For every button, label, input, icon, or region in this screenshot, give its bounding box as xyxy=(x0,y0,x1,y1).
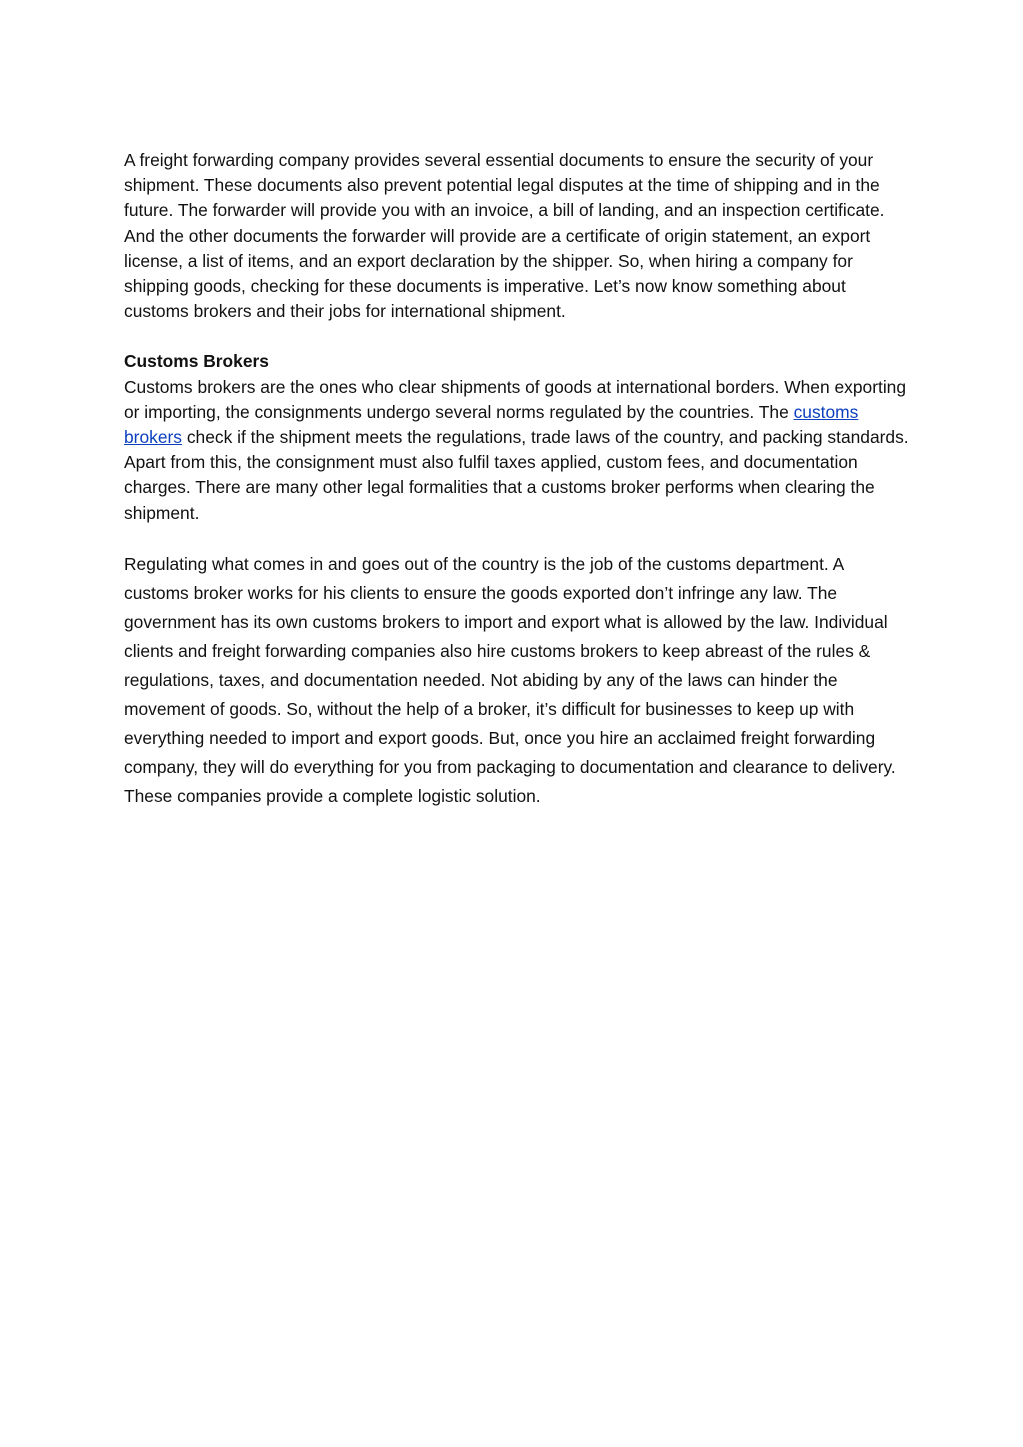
customs-brokers-paragraph xyxy=(124,375,909,526)
customs-brokers-link[interactable]: customs brokers xyxy=(124,401,859,448)
intro-paragraph: A freight forwarding company provides several essential documents to ensure the security of your shipment. These documents also prevent potential legal disputes at the time of shipping and in the future. The forwarder will provide you with an invoice, a bill of landing, and an inspection certificate. And the other documents the forwarder will provide are a certificate of origin statement, an export license, a list of items, and an export declaration by the shipper. So, when hiring a company for shipping goods, checking for these documents is imperative. Let’s now know something about customs brokers and their jobs for international shipment. xyxy=(124,150,885,322)
paragraph-text-before-link: Customs brokers are the ones who clear shipments of goods at international borders. When exporting or importing, the consignments undergo several norms regulated by the countries. The xyxy=(124,376,907,422)
section-heading: Customs Brokers xyxy=(124,351,269,372)
paragraph-text-after-link: check if the shipment meets the regulations, trade laws of the country, and packing standards. Apart from this, the consignment must also fulfil taxes applied, custom fees, and documentation charges. There are many other legal formalities that a customs broker performs when clearing the shipment. xyxy=(124,427,909,523)
regulating-paragraph: Regulating what comes in and goes out of the country is the job of the customs department. A customs broker works for his clients to ensure the goods exported don’t infringe any law. The government has its own customs brokers to import and export what is allowed by the law. Individual clients and freight forwarding companies also hire customs brokers to keep abreast of the rules & regulations, taxes, and documentation needed. Not abiding by any of the laws can hinder the movement of goods. So, without the help of a broker, it’s difficult for businesses to keep up with everything needed to import and export goods. But, once you hire an acclaimed freight forwarding company, they will do everything for you from packaging to documentation and clearance to delivery. These companies provide a complete logistic solution. xyxy=(124,553,896,806)
document-body xyxy=(124,148,909,811)
